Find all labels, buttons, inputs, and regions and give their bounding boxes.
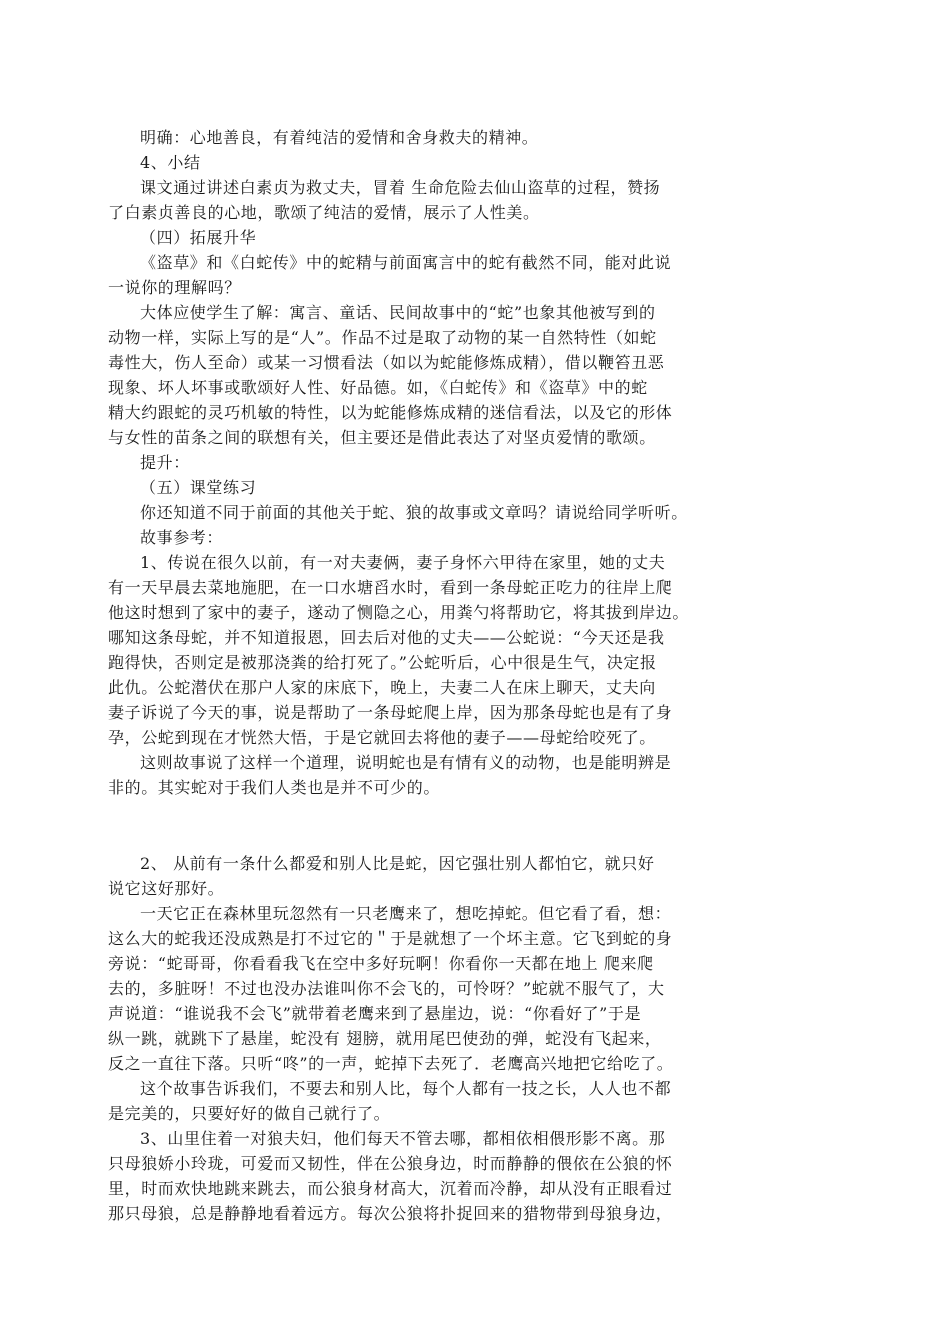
paragraph-line: 说它这好那好。 [108, 879, 225, 898]
paragraph-line: 明确：心地善良，有着纯洁的爱情和舍身救夫的精神。 [140, 128, 539, 147]
paragraph-line: 他这时想到了家中的妻子，遂动了恻隐之心，用粪勺将帮助它，将其拔到岸边。 [108, 603, 690, 622]
section-heading: （四）拓展升华 [140, 228, 257, 247]
paragraph-line: 有一天早晨去菜地施肥，在一口水塘舀水时，看到一条母蛇正吃力的往岸上爬 [108, 578, 673, 597]
paragraph-line: 非的。其实蛇对于我们人类也是并不可少的。 [108, 778, 441, 797]
paragraph-line: 3、山里住着一对狼夫妇，他们每天不管去哪，都相依相偎形影不离。那 [140, 1129, 666, 1148]
paragraph-line: 声说道：“谁说我不会飞”就带着老鹰来到了悬崖边，说：“你看好了”于是 [108, 1004, 642, 1023]
paragraph-line: 这个故事告诉我们，不要去和别人比，每个人都有一技之长，人人也不都 [140, 1079, 672, 1098]
paragraph-line: 2、 从前有一条什么都爱和别人比是蛇，因它强壮别人都怕它，就只好 [140, 854, 655, 873]
paragraph-line: 现象、坏人坏事或歌颂好人性、好品德。如，《白蛇传》和《盗草》中的蛇 [108, 378, 648, 397]
paragraph-line: 反之一直往下落。只听“咚”的一声，蛇掉下去死了．老鹰高兴地把它给吃了。 [108, 1054, 674, 1073]
section-heading: 提升： [140, 453, 190, 472]
paragraph-line: 这么大的蛇我还没成熟是打不过它的＂于是就想了一个坏主意。它飞到蛇的身 [108, 929, 673, 948]
paragraph-line: 课文通过讲述白素贞为救丈夫，冒着 生命危险去仙山盗草的过程，赞扬 [140, 178, 661, 197]
paragraph-line: 《盗草》和《白蛇传》中的蛇精与前面寓言中的蛇有截然不同，能对此说 [140, 253, 672, 272]
paragraph-line: 大体应使学生了解：寓言、童话、民间故事中的“蛇”也象其他被写到的 [140, 303, 656, 322]
paragraph-line: 那只母狼，总是静静地看着远方。每次公狼将扑捉回来的猎物带到母狼身边， [108, 1204, 673, 1223]
section-heading: 4、小结 [140, 153, 201, 172]
paragraph-line: 动物一样，实际上写的是“人”。作品不过是取了动物的某一自然特性（如蛇 [108, 328, 657, 347]
paragraph-line: 精大约跟蛇的灵巧机敏的特性，以为蛇能修炼成精的迷信看法，以及它的形体 [108, 403, 673, 422]
paragraph-line: 了白素贞善良的心地，歌颂了纯洁的爱情，展示了人性美。 [108, 203, 540, 222]
paragraph-line: 哪知这条母蛇，并不知道报恩，回去后对他的丈夫——公蛇说：“今天还是我 [108, 628, 665, 647]
paragraph-line: 旁说：“蛇哥哥，你看看我飞在空中多好玩啊！你看你一天都在地上 爬来爬 [108, 954, 654, 973]
paragraph-line: 毒性大，伤人至命）或某一习惯看法（如以为蛇能修炼成精），借以鞭笞丑恶 [108, 353, 665, 372]
paragraph-line: 一说你的理解吗？ [108, 278, 241, 297]
paragraph-line: 一天它正在森林里玩忽然有一只老鹰来了，想吃掉蛇。但它看了看，想： [140, 904, 672, 923]
paragraph-line: 你还知道不同于前面的其他关于蛇、狼的故事或文章吗？请说给同学听听。 [140, 503, 688, 522]
paragraph-line: 这则故事说了这样一个道理，说明蛇也是有情有义的动物，也是能明辨是 [140, 753, 672, 772]
paragraph-line: 此仇。公蛇潜伏在那户人家的床底下，晚上，夫妻二人在床上聊天，丈夫向 [108, 678, 656, 697]
paragraph-line: 只母狼娇小玲珑，可爱而又韧性，伴在公狼身边，时而静静的偎依在公狼的怀 [108, 1154, 673, 1173]
paragraph-line: 是完美的，只要好好的做自己就行了。 [108, 1104, 391, 1123]
paragraph-line: 故事参考： [140, 528, 224, 547]
paragraph-line: 纵一跳，就跳下了悬崖，蛇没有 翅膀，就用尾巴使劲的弹，蛇没有飞起来， [108, 1029, 662, 1048]
paragraph-line: 里，时而欢快地跳来跳去，而公狼身材高大，沉着而冷静，却从没有正眼看过 [108, 1179, 673, 1198]
paragraph-line: 妻子诉说了今天的事，说是帮助了一条母蛇爬上岸，因为那条母蛇也是有了身 [108, 703, 673, 722]
paragraph-line: 跑得快，否则定是被那浇粪的给打死了。”公蛇听后，心中很是生气，决定报 [108, 653, 657, 672]
section-heading: （五）课堂练习 [140, 478, 257, 497]
paragraph-line: 去的，多脏呀！不过也没办法谁叫你不会飞的，可怜呀？”蛇就不服气了，大 [108, 979, 665, 998]
paragraph-line: 1、传说在很久以前，有一对夫妻俩，妻子身怀六甲待在家里，她的丈夫 [140, 553, 666, 572]
paragraph-line: 孕，公蛇到现在才恍然大悟，于是它就回去将他的妻子——母蛇给咬死了。 [108, 728, 656, 747]
paragraph-line: 与女性的苗条之间的联想有关，但主要还是借此表达了对坚贞爱情的歌颂。 [108, 428, 656, 447]
